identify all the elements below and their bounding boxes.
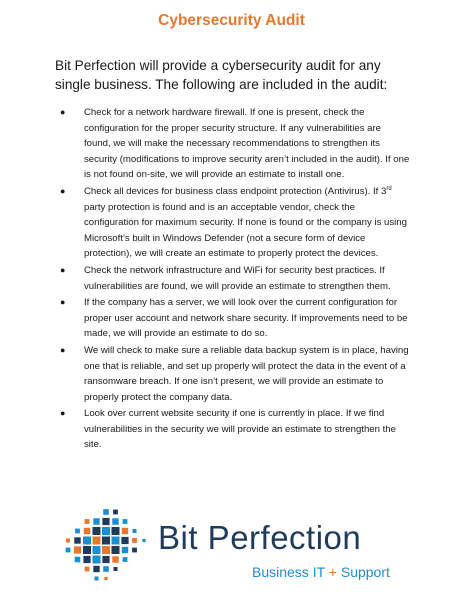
- mosaic-square: [132, 538, 137, 543]
- list-item: [60, 184, 410, 262]
- mosaic-square: [66, 539, 70, 543]
- mosaic-square: [85, 519, 90, 524]
- mosaic-square: [93, 537, 101, 545]
- mosaic-square: [83, 556, 90, 563]
- list-item-text: We will check to make sure a reliable data backup system is in place, having one that is reliable, and set up properly will protect the data in the event of a ransomware breach. If one isn’t present, we will provide an estimate to properly protect the company data.: [84, 344, 409, 403]
- mosaic-square: [112, 546, 120, 554]
- audit-items-list: [60, 105, 410, 454]
- list-item-text-start: Check all devices for business class endpoint protection (Antivirus). If 3: [84, 185, 387, 197]
- mosaic-square: [66, 548, 71, 553]
- list-item: [60, 343, 410, 405]
- list-item-text: Check the network infrastructure and WiFi for security best practices. If vulnerabilities are found, we will provide an estimate to strengthen them.: [84, 264, 391, 292]
- mosaic-square: [93, 518, 99, 524]
- list-item-text: Look over current website security if one is currently in place. If we find vulnerabilities in the security we will provide an estimate to strengthen the site.: [84, 408, 396, 451]
- mosaic-square: [103, 566, 109, 572]
- list-item: [60, 295, 410, 342]
- mosaic-square: [132, 548, 137, 553]
- bullet-icon: ●: [60, 185, 66, 196]
- mosaic-square: [74, 546, 81, 553]
- mosaic-square: [104, 577, 107, 580]
- bullet-icon: ●: [60, 297, 66, 308]
- bullet-icon: ●: [60, 107, 66, 117]
- mosaic-square: [74, 537, 80, 543]
- mosaic-square: [123, 519, 128, 524]
- mosaic-square: [102, 537, 110, 545]
- bullet-icon: ●: [60, 344, 66, 355]
- mosaic-square: [102, 527, 110, 535]
- mosaic-square: [102, 518, 109, 525]
- document-title: Cybersecurity Audit: [158, 12, 305, 29]
- list-item: [60, 105, 410, 183]
- mosaic-square: [85, 567, 90, 572]
- mosaic-square: [95, 577, 99, 581]
- mosaic-square: [122, 528, 128, 534]
- list-item-text: Check for a network hardware firewall. If one is present, check the configuration for the proper security structure. If any vulnerabilities are found, we will make the necessary recommendations to strengthen its security (modifications to improve security aren’t included in the audit). If one is not found on-site, we will provide an estimate to install one.: [84, 107, 410, 181]
- bullet-icon: ●: [60, 264, 66, 275]
- brand-tagline: [252, 564, 390, 580]
- mosaic-square: [121, 537, 128, 544]
- mosaic-square: [75, 557, 81, 563]
- mosaic-square: [93, 556, 101, 564]
- list-item-text: If the company has a server, we will look over the current configuration for proper user account and network share security. If improvements need to be made, we will provide an estimate to do so.: [84, 297, 408, 340]
- tagline-support: Support: [336, 564, 390, 580]
- ordinal-superscript: rd: [386, 185, 392, 192]
- intro-paragraph: Bit Perfection will provide a cybersecurity audit for any single business. The following are included in the audit:: [55, 58, 388, 92]
- mosaic-square: [83, 537, 91, 545]
- mosaic-square: [93, 566, 99, 572]
- tagline-plus: +: [328, 564, 337, 580]
- mosaic-square: [112, 556, 118, 562]
- mosaic-square: [122, 547, 128, 553]
- mosaic-square: [103, 509, 109, 515]
- tagline-business-it: Business IT: [252, 564, 329, 580]
- company-logo: [62, 506, 402, 586]
- mosaic-square: [102, 556, 109, 563]
- pixel-mosaic-icon: [62, 506, 152, 586]
- mosaic-square: [84, 528, 90, 534]
- mosaic-square: [93, 527, 101, 535]
- bullet-icon: ●: [60, 408, 66, 419]
- mosaic-square: [93, 546, 101, 554]
- mosaic-square: [142, 539, 145, 542]
- list-item-text-end: party protection is found and is an acceptable vendor, check the configuration for maximum security. If none is found or the company is using Microsoft’s built in Windows Defender (not a secure form of device protection), we will create an estimate to properly protect the devices.: [84, 201, 407, 260]
- mosaic-square: [102, 546, 110, 554]
- list-item: [60, 263, 410, 294]
- brand-name: Bit Perfection: [158, 519, 362, 556]
- mosaic-square: [112, 537, 120, 545]
- mosaic-square: [75, 529, 80, 534]
- mosaic-square: [112, 527, 120, 535]
- list-item: [60, 406, 410, 453]
- mosaic-square: [83, 546, 91, 554]
- mosaic-square: [112, 518, 118, 524]
- mosaic-square: [113, 510, 118, 515]
- mosaic-square: [133, 529, 137, 533]
- mosaic-square: [114, 567, 118, 571]
- mosaic-square: [123, 557, 128, 562]
